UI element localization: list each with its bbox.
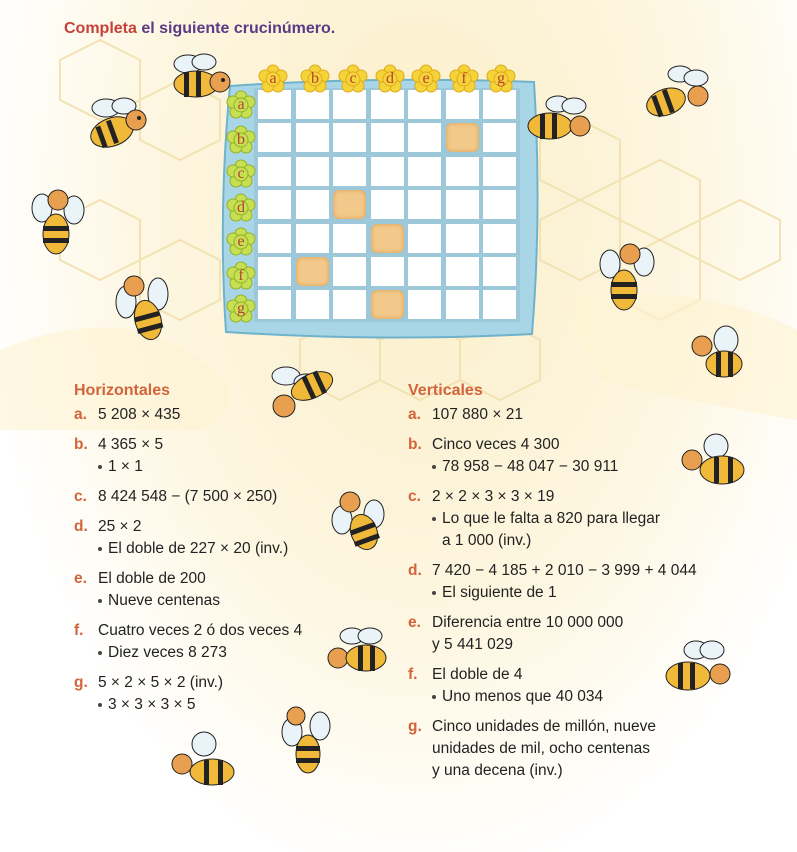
grid-cell[interactable] xyxy=(333,290,366,319)
blocked-cell xyxy=(333,190,366,219)
row-label-b: b xyxy=(226,125,256,155)
clue-h-e: e. El doble de 200 xyxy=(74,570,206,587)
title-rest: el siguiente crucinúmero. xyxy=(136,20,336,37)
bee-illustration xyxy=(28,182,88,262)
bee-illustration xyxy=(640,62,720,132)
grid-cell[interactable] xyxy=(258,290,291,319)
column-label-g: g xyxy=(486,64,516,94)
clue-h-f-sub: Diez veces 8 273 xyxy=(74,642,374,664)
clue-h-c: c. 8 424 548 − (7 500 × 250) xyxy=(74,488,278,505)
grid-cell[interactable] xyxy=(258,123,291,152)
column-label-f: f xyxy=(449,64,479,94)
grid-cell[interactable] xyxy=(446,190,479,219)
clue-v-f-sub: Uno menos que 40 034 xyxy=(408,686,753,708)
row-label-d: d xyxy=(226,193,256,223)
clue-v-c: c. 2 × 2 × 3 × 3 × 19 xyxy=(408,488,555,505)
bee-illustration xyxy=(262,362,342,432)
grid-cell[interactable] xyxy=(408,157,441,186)
bee-illustration xyxy=(160,50,240,110)
clue-h-g-sub: 3 × 3 × 3 × 5 xyxy=(74,694,374,716)
grid-cell[interactable] xyxy=(408,224,441,253)
grid-cell[interactable] xyxy=(483,157,516,186)
clue-v-c-sub-cont: a 1 000 (inv.) xyxy=(442,532,532,549)
grid-cell[interactable] xyxy=(483,224,516,253)
clue-v-b: b. Cinco veces 4 300 xyxy=(408,436,560,453)
bee-illustration xyxy=(596,236,666,316)
horizontales-heading: Horizontales xyxy=(74,382,171,399)
grid-cell[interactable] xyxy=(296,90,329,119)
grid-cell[interactable] xyxy=(258,90,291,119)
bee-illustration xyxy=(680,320,750,390)
grid-cell[interactable] xyxy=(258,224,291,253)
grid-cell[interactable] xyxy=(483,190,516,219)
grid-cell[interactable] xyxy=(333,90,366,119)
grid-cell[interactable] xyxy=(371,90,404,119)
grid-cell[interactable] xyxy=(446,157,479,186)
grid-cell[interactable] xyxy=(408,90,441,119)
grid-cell[interactable] xyxy=(408,190,441,219)
grid-cell[interactable] xyxy=(408,290,441,319)
blocked-cell xyxy=(371,224,404,253)
row-label-c: c xyxy=(226,159,256,189)
clue-v-e: e. Diferencia entre 10 000 000 y 5 441 029 xyxy=(408,614,624,653)
clue-v-c-sub: Lo que le falta a 820 para llegar xyxy=(408,508,753,530)
clue-v-d-sub: El siguiente de 1 xyxy=(408,582,753,604)
column-label-a: a xyxy=(258,64,288,94)
grid-cell[interactable] xyxy=(483,290,516,319)
bee-illustration xyxy=(522,92,602,152)
grid-cell[interactable] xyxy=(446,224,479,253)
clue-v-a: a. 107 880 × 21 xyxy=(408,406,523,423)
clue-h-d-sub: El doble de 227 × 20 (inv.) xyxy=(74,538,374,560)
blocked-cell xyxy=(446,123,479,152)
row-label-a: a xyxy=(226,90,256,120)
grid-cell[interactable] xyxy=(296,123,329,152)
clue-h-b-sub: 1 × 1 xyxy=(74,456,374,478)
grid-cell[interactable] xyxy=(371,257,404,286)
grid-cell[interactable] xyxy=(333,123,366,152)
page-title xyxy=(64,20,335,38)
clue-h-a: a. 5 208 × 435 xyxy=(74,406,181,423)
grid-cell[interactable] xyxy=(371,123,404,152)
column-label-c: c xyxy=(338,64,368,94)
clue-v-b-sub: 78 958 − 48 047 − 30 911 xyxy=(408,456,753,478)
bee-illustration xyxy=(78,92,158,162)
grid-cell[interactable] xyxy=(296,290,329,319)
blocked-cell xyxy=(296,257,329,286)
grid-cell[interactable] xyxy=(258,157,291,186)
grid-cell[interactable] xyxy=(483,123,516,152)
clue-h-d: d. 25 × 2 xyxy=(74,518,142,535)
clue-h-b: b. 4 365 × 5 xyxy=(74,436,164,453)
clue-v-d: d. 7 420 − 4 185 + 2 010 − 3 999 + 4 044 xyxy=(408,562,697,579)
grid-cell[interactable] xyxy=(408,257,441,286)
grid-cell[interactable] xyxy=(483,257,516,286)
grid-cell[interactable] xyxy=(371,157,404,186)
bee-illustration xyxy=(674,430,754,500)
row-label-e: e xyxy=(226,227,256,257)
column-label-d: d xyxy=(375,64,405,94)
clue-h-g: g. 5 × 2 × 5 × 2 (inv.) xyxy=(74,674,224,691)
grid-cell[interactable] xyxy=(296,190,329,219)
column-label-e: e xyxy=(411,64,441,94)
grid-cell[interactable] xyxy=(371,190,404,219)
bee-illustration xyxy=(164,730,244,800)
bee-illustration xyxy=(324,624,394,684)
bee-illustration xyxy=(662,636,742,706)
grid-cell[interactable] xyxy=(258,190,291,219)
clue-h-f: f. Cuatro veces 2 ó dos veces 4 xyxy=(74,622,303,639)
blocked-cell xyxy=(371,290,404,319)
grid-cell[interactable] xyxy=(446,290,479,319)
bee-illustration xyxy=(324,486,394,556)
bee-illustration xyxy=(108,268,178,348)
grid-cell[interactable] xyxy=(296,224,329,253)
grid-cell[interactable] xyxy=(333,224,366,253)
grid-cell[interactable] xyxy=(333,157,366,186)
row-label-f: f xyxy=(226,261,256,291)
grid-cell[interactable] xyxy=(408,123,441,152)
column-label-b: b xyxy=(300,64,330,94)
grid-cell[interactable] xyxy=(333,257,366,286)
clue-v-f: f. El doble de 4 xyxy=(408,666,523,683)
title-accent: Completa xyxy=(64,20,137,37)
crossword-board xyxy=(212,72,542,342)
grid-cell[interactable] xyxy=(446,257,479,286)
clue-v-g: g. Cinco unidades de millón, nueve unidades de mil, ocho centenas y una decena (inv.) xyxy=(408,718,657,779)
verticales-heading: Verticales xyxy=(408,382,483,399)
row-label-g: g xyxy=(226,294,256,324)
grid-cell[interactable] xyxy=(296,157,329,186)
grid-cell[interactable] xyxy=(258,257,291,286)
grid-cell[interactable] xyxy=(483,90,516,119)
clue-h-e-sub: Nueve centenas xyxy=(74,590,374,612)
bee-illustration xyxy=(276,702,336,782)
grid-cell[interactable] xyxy=(446,90,479,119)
